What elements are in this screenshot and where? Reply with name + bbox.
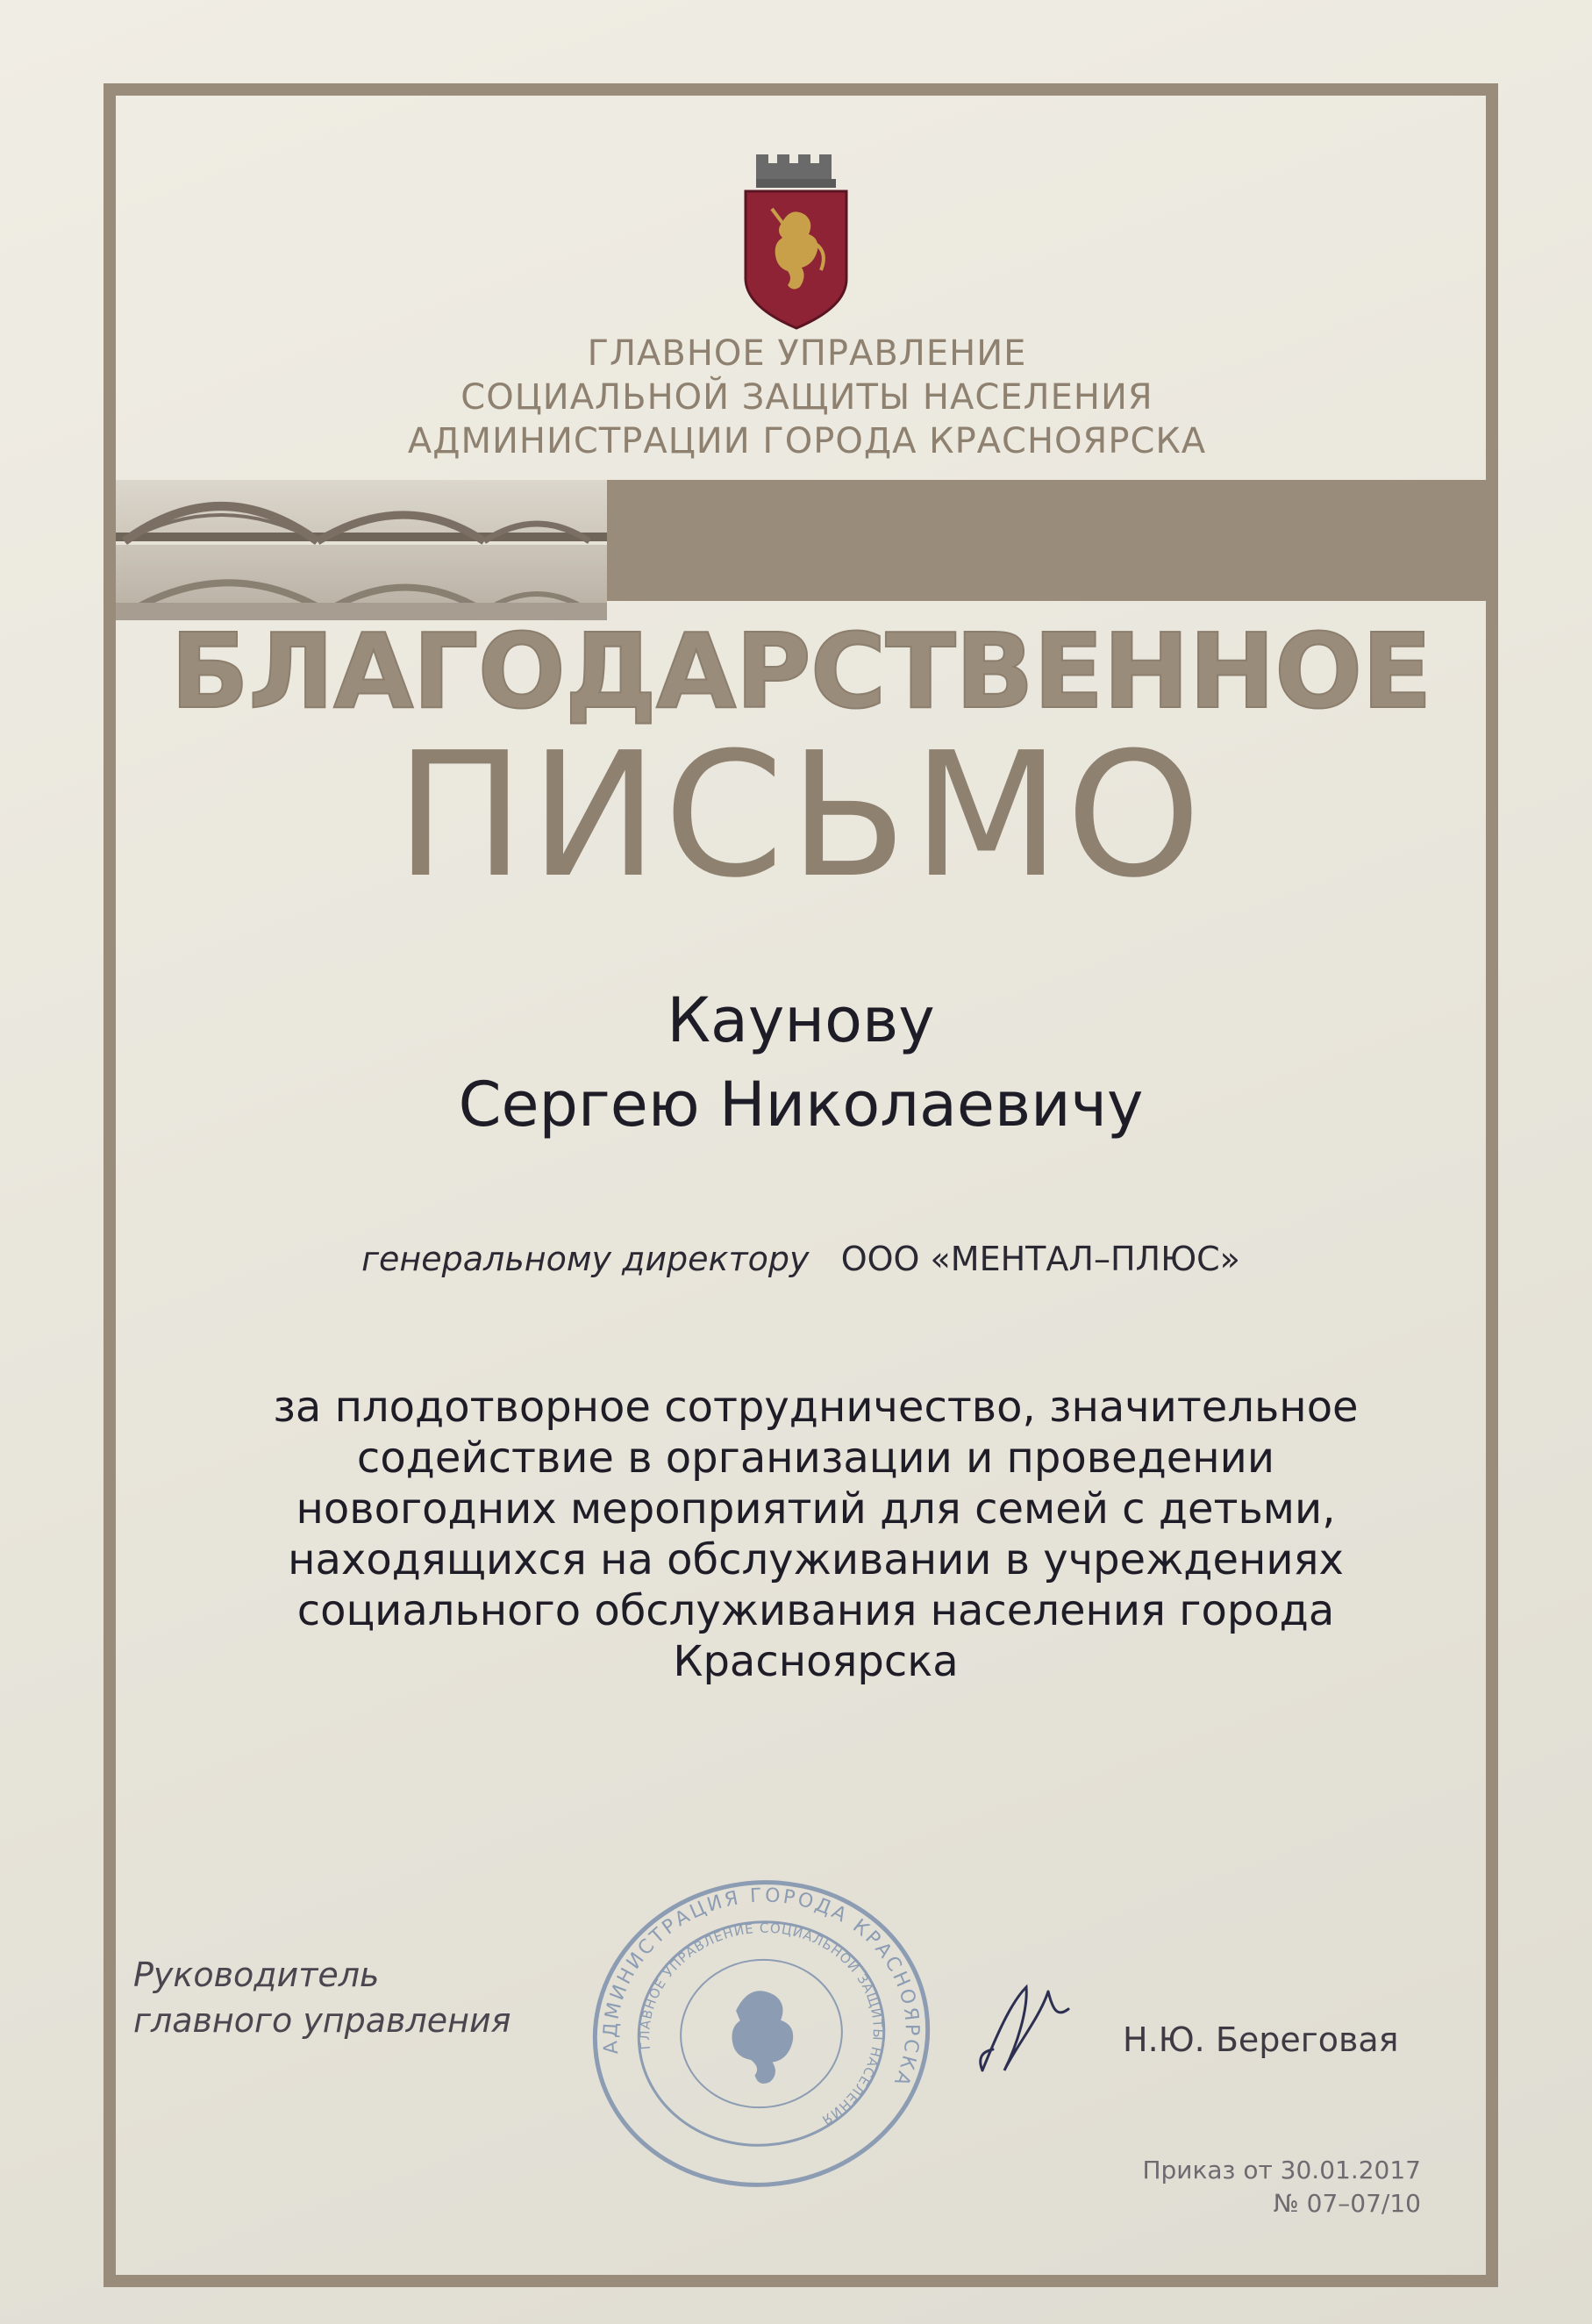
- body-line: за плодотворное сотрудничество, значительное: [273, 1383, 1359, 1432]
- recipient-company: ООО «МЕНТАЛ–ПЛЮС»: [840, 1240, 1240, 1278]
- org-line: ГЛАВНОЕ УПРАВЛЕНИЕ: [587, 333, 1027, 374]
- body-line: социального обслуживания населения города: [296, 1586, 1335, 1635]
- official-stamp: [586, 1876, 937, 2192]
- issuing-organization: [263, 332, 1351, 463]
- certificate-title-line2: ПИСЬМО: [395, 716, 1207, 916]
- signer-title: [133, 1952, 589, 2043]
- signer-name: Н.Ю. Береговая: [1123, 2020, 1399, 2059]
- recipient-surname: Каунову: [667, 984, 935, 1056]
- org-line: АДМИНИСТРАЦИИ ГОРОДА КРАСНОЯРСКА: [407, 421, 1207, 461]
- coat-of-arms-icon: [737, 147, 855, 332]
- recipient-name: [116, 978, 1486, 1147]
- order-reference: [1053, 2154, 1421, 2220]
- order-number: № 07–07/10: [1273, 2189, 1421, 2218]
- org-line: СОЦИАЛЬНОЙ ЗАЩИТЫ НАСЕЛЕНИЯ: [460, 377, 1153, 418]
- body-line: содействие в организации и проведении: [356, 1434, 1275, 1483]
- bridge-illustration: [116, 480, 607, 620]
- stamp-inner-text: ГЛАВНОЕ УПРАВЛЕНИЕ СОЦИАЛЬНОЙ ЗАЩИТЫ НАСЕЛЕНИЯ: [637, 1920, 886, 2129]
- certificate-title-line1: БЛАГОДАРСТВЕННОЕ: [170, 611, 1431, 732]
- signer-title-line: Руководитель: [133, 1956, 380, 1994]
- body-line: Красноярска: [673, 1637, 959, 1686]
- signer-title-line: главного управления: [133, 2001, 511, 2040]
- recipient-role: генеральному директору: [361, 1240, 810, 1278]
- gratitude-text: [237, 1382, 1395, 1687]
- stamp-outer-text: АДМИНИСТРАЦИЯ ГОРОДА КРАСНОЯРСКА: [599, 1884, 923, 2092]
- order-date: Приказ от 30.01.2017: [1142, 2156, 1421, 2185]
- recipient-position: [116, 1237, 1486, 1281]
- handwritten-signature: [965, 1974, 1079, 2088]
- body-line: новогодних мероприятий для семей с детьми,: [296, 1484, 1336, 1534]
- recipient-given-names: Сергею Николаевичу: [458, 1069, 1144, 1141]
- body-line: находящихся на обслуживании в учреждениях: [288, 1535, 1344, 1584]
